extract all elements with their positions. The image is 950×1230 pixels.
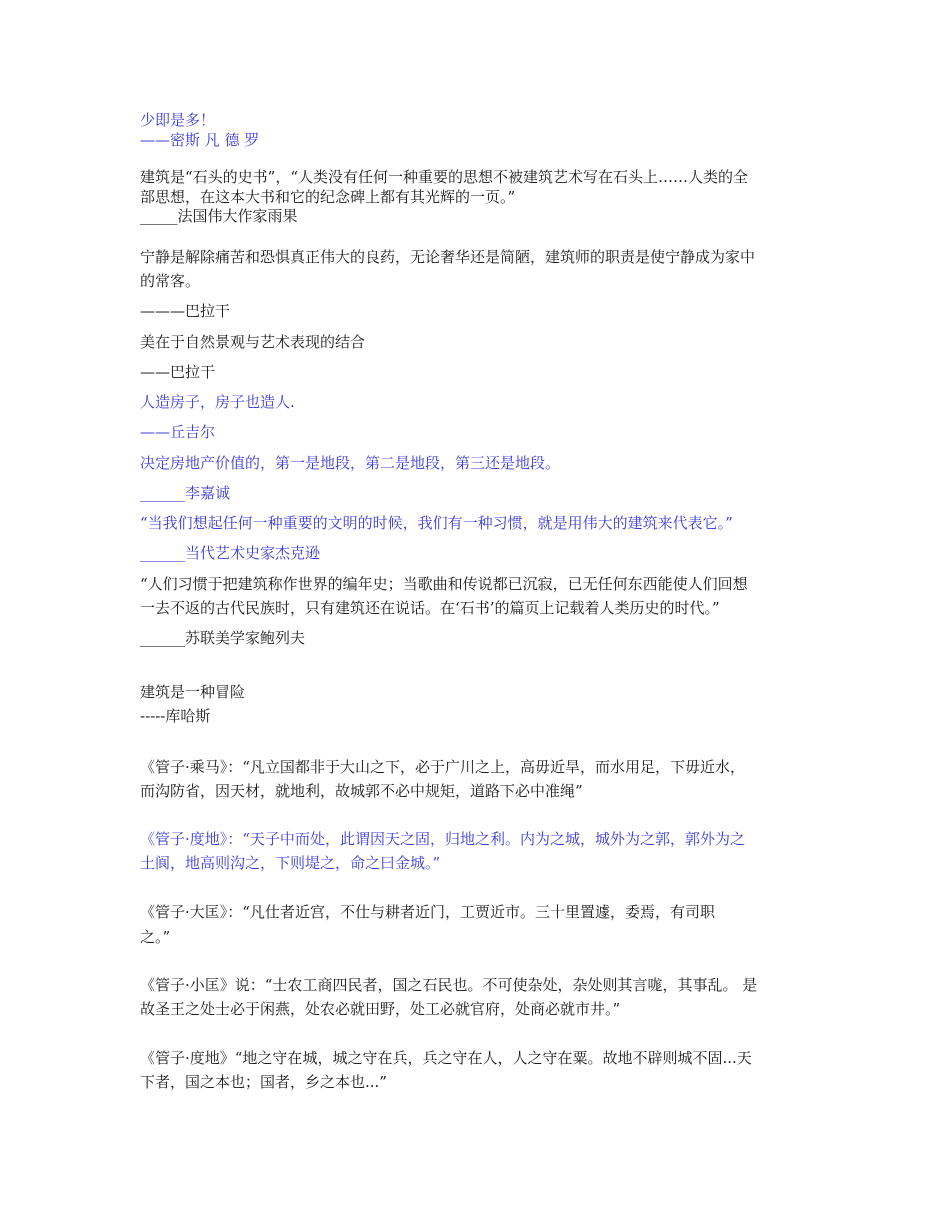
attribution-line: _____法国伟大作家雨果 — [140, 207, 298, 225]
quote-line: 下者，国之本也；国者，乡之本也...” — [140, 1073, 387, 1091]
attribution-line: ______当代艺术史家杰克逊 — [140, 544, 321, 562]
quote-line: 土阆，地高则沟之，下则堤之，命之曰金城。” — [140, 854, 441, 872]
quote-line: “当我们想起任何一种重要的文明的时候，我们有一种习惯，就是用伟大的建筑来代表它。” — [140, 514, 733, 532]
quote-line: 宁静是解除痛苦和恐惧真正伟大的良药，无论奢华还是简陋，建筑师的职责是使宁静成为家中 — [140, 248, 756, 266]
quote-line: 美在于自然景观与艺术表现的结合 — [140, 333, 366, 351]
quote-line: 部思想，在这本大书和它的纪念碑上都有其光辉的一页。” — [140, 188, 516, 206]
quote-line: 《管子·度地》：“天子中而处，此谓因天之固，归地之利。内为之城，城外为之郭，郭外为之 — [140, 830, 745, 848]
attribution-line: -----库哈斯 — [140, 707, 211, 725]
quote-line: 一去不返的古代民族时，只有建筑还在说话。在‘石书’的篇页上记载着人类历史的时代。” — [140, 599, 720, 617]
quote-line: 《管子·度地》“地之守在城，城之守在兵，兵之守在人，人之守在粟。故地不辟则城不固...天 — [140, 1049, 752, 1067]
quote-line: 《管子·乘马》：“凡立国都非于大山之下，必于广川之上，高毋近旱，而水用足，下毋近水， — [140, 758, 745, 776]
quote-line: 决定房地产价值的，第一是地段，第二是地段，第三还是地段。 — [140, 454, 561, 472]
attribution-line: ——巴拉干 — [140, 363, 216, 381]
quote-line: 故圣王之处士必于闲燕，处农必就田野，处工必就官府，处商必就市井。” — [140, 1000, 621, 1018]
attribution-line: ______李嘉诚 — [140, 484, 231, 502]
quote-line: 建筑是“石头的史书”，“人类没有任何一种重要的思想不被建筑艺术写在石头上……人类的全 — [140, 168, 749, 186]
quote-line: 《管子·大匡》：“凡仕者近宫，不仕与耕者近门，工贾近市。三十里置遽，委焉，有司职 — [140, 903, 715, 921]
attribution-line: ——丘吉尔 — [140, 423, 216, 441]
quote-line: 人造房子，房子也造人. — [140, 393, 295, 411]
quote-line: 的常客。 — [140, 272, 201, 290]
quote-line: 《管子·小匡》说：“士农工商四民者，国之石民也。不可使杂处，杂处则其言哤，其事乱。 是 — [140, 976, 758, 994]
attribution-line: ______苏联美学家鲍列夫 — [140, 629, 306, 647]
quote-line: 少即是多！ — [140, 111, 216, 129]
quote-line: “人们习惯于把建筑称作世界的编年史；当歌曲和传说都已沉寂，已无任何东西能使人们回想 — [140, 575, 748, 593]
quote-line: 建筑是一种冒险 — [140, 683, 246, 701]
attribution-line: ——密斯 凡 德 罗 — [140, 131, 260, 149]
quote-line: 而沟防省，因天材，就地利，故城郭不必中规矩，道路下必中准绳” — [140, 782, 583, 800]
attribution-line: ———巴拉干 — [140, 302, 231, 320]
quote-line: 之。” — [140, 928, 171, 946]
